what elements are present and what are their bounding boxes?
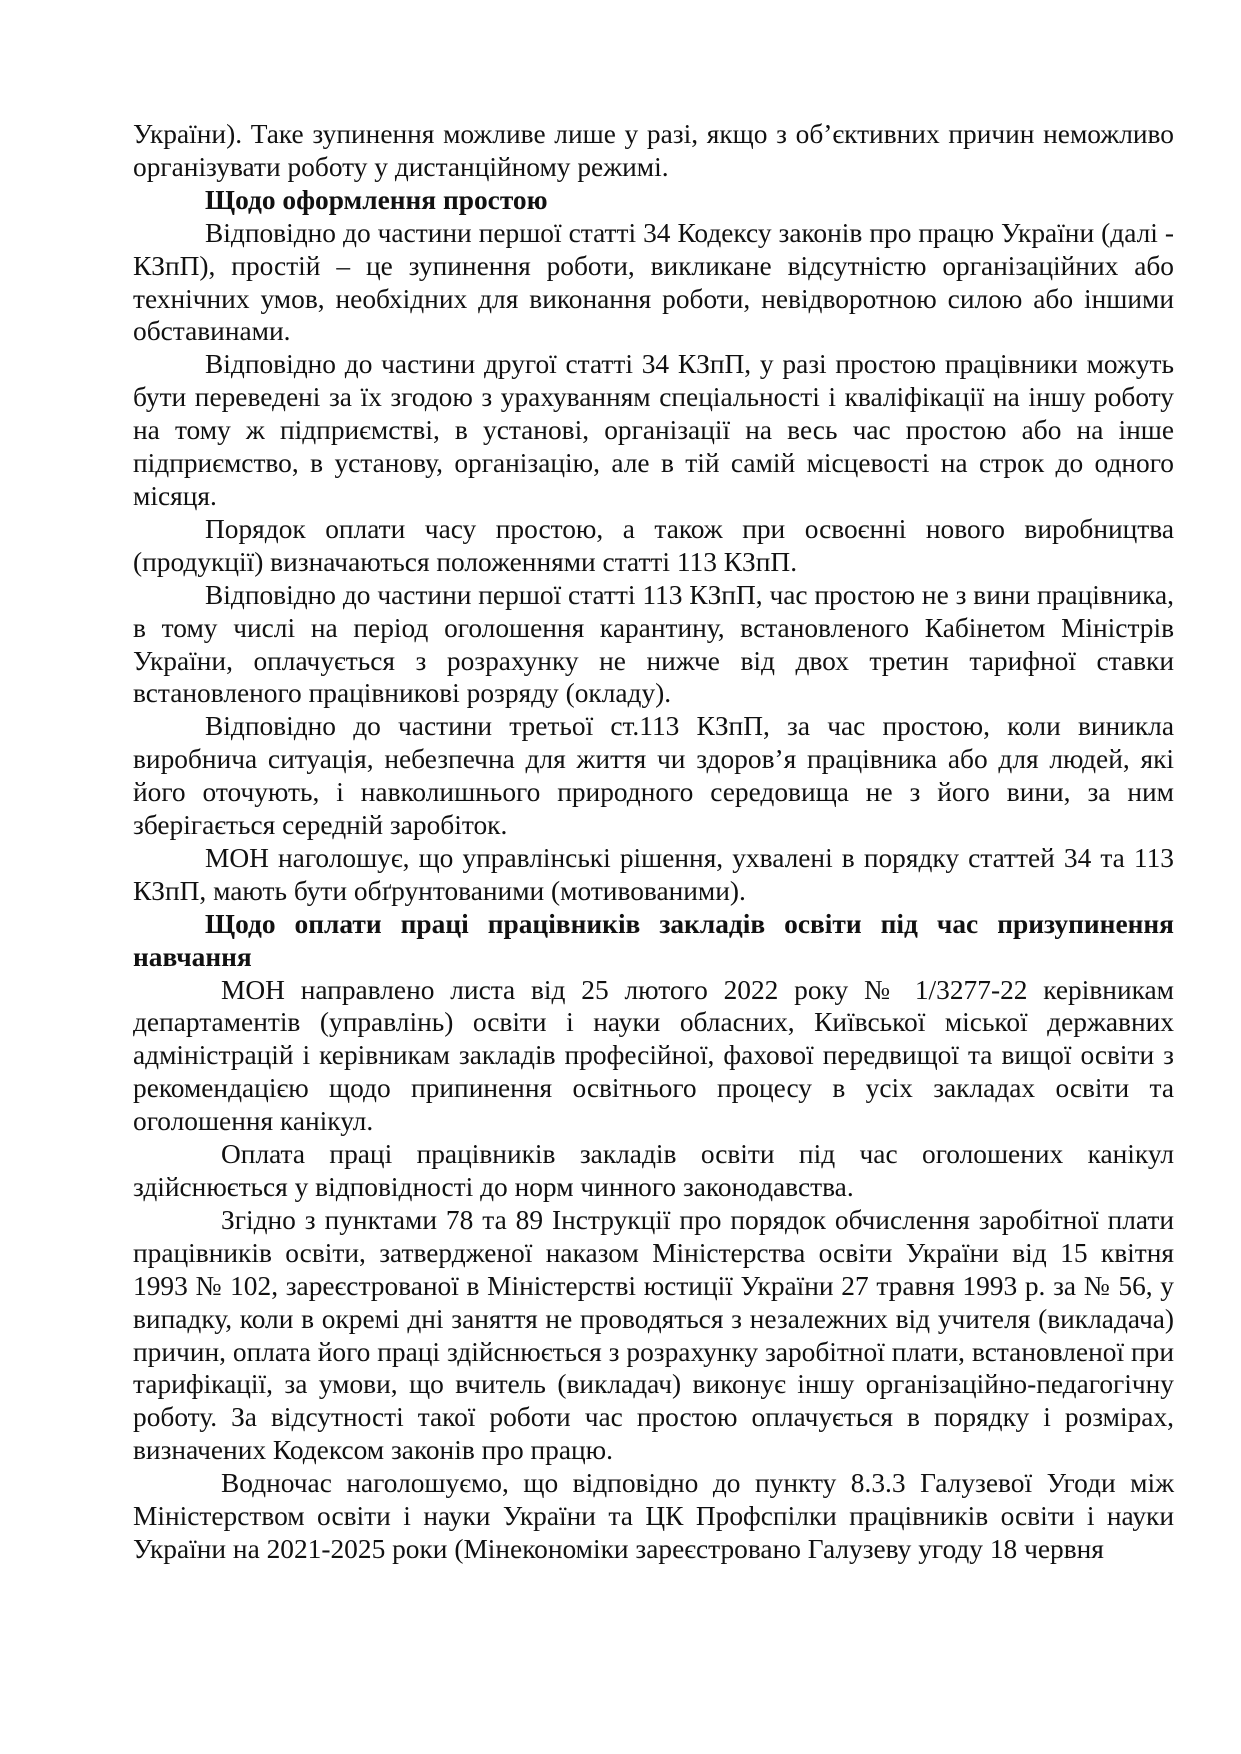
section-heading-downtime: Щодо оформлення простою xyxy=(205,184,548,215)
paragraph-mon-letter: МОН направлено листа від 25 лютого 2022 року № 1/3277-22 керівникам департаментів (управлінь) освіти і науки обласних, Київської міської державних адміністрацій і керівникам закладів професійної, фахової передвищої та вищої освіти з рекомендацією щодо припинення освітнього процесу в усіх закладах освіти та оголошення канікул. xyxy=(133,974,1174,1137)
paragraph-downtime-definition: Відповідно до частини першої статті 34 Кодексу законів про працю України (далі - КЗпП), простій – це зупинення роботи, викликане відсутністю організаційних або технічних умов, необхідних для виконання роботи, невідворотною силою або іншими обставинами. xyxy=(133,217,1174,347)
section-heading-education-pay: Щодо оплати праці працівників закладів освіти під час призупинення навчання xyxy=(133,908,1174,972)
document-page xyxy=(133,118,1174,1566)
paragraph-continuation: України). Таке зупинення можливе лише у разі, якщо з об’єктивних причин неможливо організувати роботу у дистанційному режимі. xyxy=(133,119,1174,182)
paragraph-downtime-payment-rate: Відповідно до частини першої статті 113 КЗпП, час простою не з вини працівника, в тому числі на період оголошення карантину, встановленого Кабінетом Міністрів України, оплачується з розрахунку не нижче від двох третин тарифної ставки встановленого працівникові розряду (окладу). xyxy=(133,579,1174,709)
paragraph-holiday-pay: Оплата праці працівників закладів освіти під час оголошених канікул здійснюється у відповідності до норм чинного законодавства. xyxy=(133,1139,1174,1202)
paragraph-downtime-transfer: Відповідно до частини другої статті 34 КЗпП, у разі простою працівники можуть бути переведені за їх згодою з урахуванням спеціальності і кваліфікації на іншу роботу на тому ж підприємстві, в установі, організації на весь час простою або на інше підприємство, в установу, організацію, але в тій самій місцевості на строк до одного місяця. xyxy=(133,349,1174,511)
paragraph-mon-notice: МОН наголошує, що управлінські рішення, ухвалені в порядку статтей 34 та 113 КЗпП, мають бути обґрунтованими (мотивованими). xyxy=(133,842,1174,906)
paragraph-dangerous-situation: Відповідно до частини третьої ст.113 КЗпП, за час простою, коли виникла виробнича ситуація, небезпечна для життя чи здоров’я працівника або для людей, які його оточують, і навколишнього природного середовища не з його вини, за ним зберігається середній заробіток. xyxy=(133,711,1174,841)
paragraph-sector-agreement: Водночас наголошуємо, що відповідно до пункту 8.3.3 Галузевої Угоди між Міністерством освіти і науки України та ЦК Профспілки працівників освіти і науки України на 2021-2025 роки (Мінекономіки зареєстровано Галузеву угоду 18 червня xyxy=(133,1468,1174,1564)
paragraph-instruction-reference: Згідно з пунктами 78 та 89 Інструкції про порядок обчислення заробітної плати працівників освіти, затвердженої наказом Міністерства освіти України від 15 квітня 1993 № 102, зареєстрованої в Міністерстві юстиції України 27 травня 1993 р. за № 56, у випадку, коли в окремі дні заняття не проводяться з незалежних від учителя (викладача) причин, оплата його праці здійснюється з розрахунку заробітної плати, встановленої при тарифікації, за умови, що вчитель (викладач) виконує іншу організаційно-педагогічну роботу. За відсутності такої роботи час простою оплачується в порядку і розмірах, визначених Кодексом законів про працю. xyxy=(133,1204,1174,1466)
paragraph-downtime-payment-order: Порядок оплати часу простою, а також при освоєнні нового виробництва (продукції) визначаються положеннями статті 113 КЗпП. xyxy=(133,513,1174,577)
